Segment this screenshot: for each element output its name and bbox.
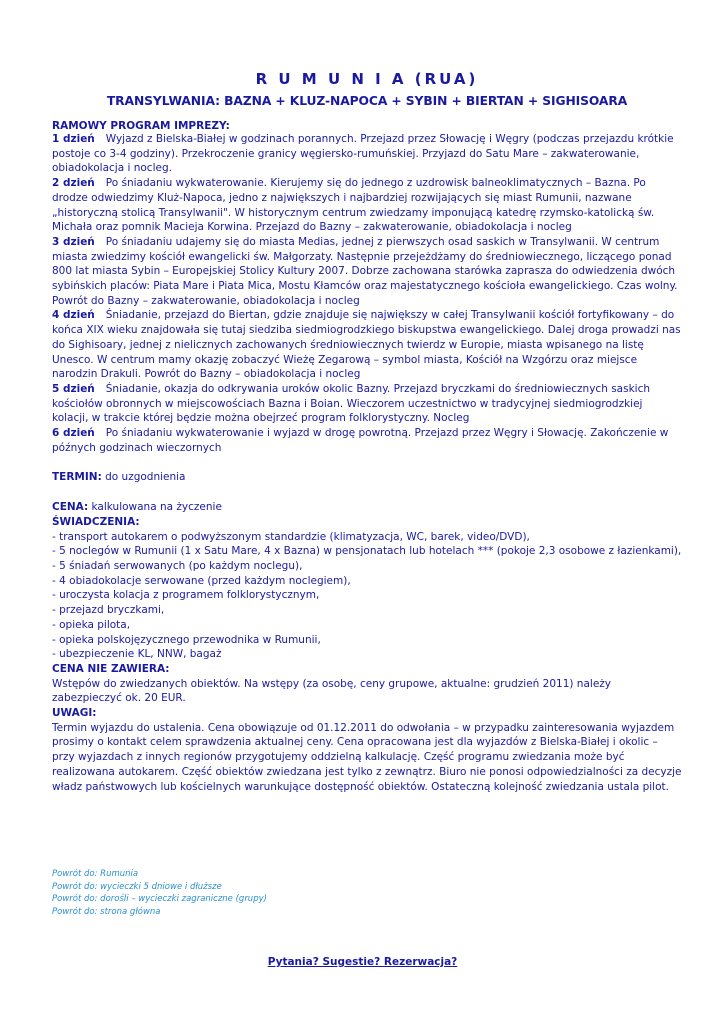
day-3 bbox=[52, 235, 682, 309]
swiadczenia-list bbox=[52, 530, 682, 662]
link-back-dorosli[interactable]: Powrót do: dorośli – wycieczki zagraniczne (grupy) bbox=[52, 894, 267, 904]
list-item: - 5 śniadań serwowanych (po każdym noclegu), bbox=[52, 559, 303, 572]
contact-cta bbox=[0, 950, 725, 969]
list-item: - opieka polskojęzycznego przewodnika w Rumunii, bbox=[52, 633, 321, 646]
day-label: 1 dzień bbox=[52, 133, 95, 145]
list-item: - 5 noclegów w Rumunii (1 x Satu Mare, 4 x Bazna) w pensjonatach lub hotelach *** (pokoje 2,3 osobowe z łazienkami), bbox=[52, 545, 682, 558]
cena-line bbox=[52, 500, 682, 515]
list-item: - opieka pilota, bbox=[52, 618, 131, 631]
list-item: - uroczysta kolacja z programem folklorystycznym, bbox=[52, 589, 320, 602]
back-links bbox=[52, 868, 267, 918]
program-heading: RAMOWY PROGRAM IMPREZY: bbox=[52, 120, 230, 132]
nie-zawiera-text: Wstępów do zwiedzanych obiektów. Na wstępy (za osobę, ceny grupowe, aktualne: grudzień 2011) należy zabezpieczyć ok. 20 EUR. bbox=[52, 677, 612, 705]
uwagi-text: Termin wyjazdu do ustalenia. Cena obowiązuje od 01.12.2011 do odwołania – w przypadku zainteresowania wyjazdem prosimy o kontakt celem sprawdzenia aktualnej ceny. Cena opracowana jest dla wyjazdów z Bielska-Białej i okolic – przy wyjazdach z innych regionów przygotujemy oddzielną kalkulację. Część programu zwiedzania może być realizowana autokarem. Część obiektów zwiedzana jest tylko z zewnątrz. Biuro nie ponosi odpowiedzialności za decyzje władz państwowych lub kościelnych warunkujące dostępność obiektów. Ostateczną kolejność zwiedzania ustala pilot. bbox=[52, 721, 682, 793]
page-subtitle: TRANSYLWANIA: BAZNA + KLUZ-NAPOCA + SYBIN + BIERTAN + SIGHISOARA bbox=[106, 94, 628, 108]
link-back-strona-glowna[interactable]: Powrót do: strona główna bbox=[52, 906, 161, 917]
day-label: 5 dzień bbox=[52, 382, 95, 395]
nie-zawiera-heading: CENA NIE ZAWIERA: bbox=[52, 662, 170, 675]
link-back-rumunia[interactable]: Powrót do: Rumunia bbox=[52, 869, 139, 879]
day-text: Po śniadaniu udajemy się do miasta Medias, jednej z pierwszych osad saskich w Transylwanii. W centrum miasta zwiedzimy kościół ewangelicki św. Małgorzaty. Następnie przejeżdżamy do średniowiecznego, liczącego ponad 800 lat miasta Sybin – Europejskiej Stolicy Kultury 2007. Dobrze zachowana starówka zaprasza do odwiedzenia dwóch sybińskich placów: Piata Mare i Piata Mica, Mostu Kłamców oraz majestatycznego kościoła ewangelickiego. Czas wolny. Powrót do Bazny – zakwaterowanie, obiadokolacja i nocleg bbox=[52, 235, 678, 307]
list-item: - transport autokarem o podwyższonym standardzie (klimatyzacja, WC, barek, video/DVD), bbox=[52, 530, 530, 543]
day-label: 3 dzień bbox=[52, 235, 95, 248]
day-text: Śniadanie, okazja do odkrywania uroków okolic Bazny. Przejazd bryczkami do średniowiecznych saskich kościołów obronnych w miejscowościach Bazna i Boian. Wieczorem uczestnictwo w tradycyjnej siedmiogrodzkiej kolacji, w trakcie której będzie można obejrzeć program folklorystyczny. Nocleg bbox=[52, 382, 650, 425]
day-text: Po śniadaniu wykwaterowanie. Kierujemy się do jednego z uzdrowisk balneoklimatycznych – Bazna. Po drodze odwiedzimy Kluż-Napoca, jedno z największych i najbardziej rozwijających się miast Rumunii, nazwane „historyczną stolicą Transylwanii". W historycznym centrum zwiedzamy imponującą katedrę rzymsko-katolicką św. Michała oraz pomnik Macieja Korwina. Przejazd do Bazny – zakwaterowanie, obiadokolacja i nocleg bbox=[52, 177, 655, 234]
swiadczenia-heading: ŚWIADCZENIA: bbox=[52, 515, 140, 528]
list-item: - przejazd bryczkami, bbox=[52, 604, 165, 617]
day-2 bbox=[52, 176, 682, 235]
uwagi-heading: UWAGI: bbox=[52, 707, 97, 720]
day-text: Śniadanie, przejazd do Biertan, gdzie znajduje się największy w całej Transylwanii kościół fortyfikowany – do końca XIX wieku znajdowała się tutaj siedziba siedmiogrodzkiego biskupstwa ewangelickiego. Dalej droga prowadzi nas do Sighisoary, jednej z nielicznych zachowanych średniowiecznych twierdz w Europie, miasta wpisanego na listę Unesco. W centrum mamy okazję zobaczyć Wieżę Zegarową – symbol miasta, Kościół na Wzgórzu oraz miejsce narodzin Drakuli. Powrót do Bazny – obiadokolacja i nocleg bbox=[52, 309, 681, 381]
day-1 bbox=[52, 132, 682, 176]
termin-value: do uzgodnienia bbox=[105, 471, 186, 484]
list-item: - ubezpieczenie KL, NNW, bagaż bbox=[52, 648, 222, 661]
day-text: Wyjazd z Bielska-Białej w godzinach porannych. Przejazd przez Słowację i Węgry (podczas przejazdu krótkie postoje co 3-4 godziny). Przekroczenie granicy węgiersko-rumuńskiej. Przyjazd do Satu Mare – zakwaterowanie, obiadokolacja i nocleg. bbox=[52, 133, 674, 175]
cena-label: CENA: bbox=[52, 501, 89, 514]
termin-line bbox=[52, 470, 682, 485]
day-label: 6 dzień bbox=[52, 427, 95, 440]
day-label: 4 dzień bbox=[52, 309, 95, 322]
day-6 bbox=[52, 426, 682, 455]
link-back-wycieczki-5-dniowe[interactable]: Powrót do: wycieczki 5 dniowe i dłuższe bbox=[52, 881, 222, 892]
list-item: - 4 obiadokolacje serwowane (przed każdym noclegiem), bbox=[52, 574, 351, 587]
cena-value: kalkulowana na życzenie bbox=[91, 501, 222, 514]
termin-label: TERMIN: bbox=[52, 471, 102, 484]
contact-link[interactable]: Pytania? Sugestie? Rezerwacja? bbox=[267, 956, 458, 968]
day-4 bbox=[52, 308, 682, 382]
day-text: Po śniadaniu wykwaterowanie i wyjazd w drogę powrotną. Przejazd przez Węgry i Słowację. Zakończenie w późnych godzinach wieczornych bbox=[52, 427, 669, 454]
document bbox=[52, 70, 682, 794]
day-label: 2 dzień bbox=[52, 177, 95, 190]
day-5 bbox=[52, 382, 682, 426]
page-title: R U M U N I A (RUA) bbox=[255, 70, 479, 88]
